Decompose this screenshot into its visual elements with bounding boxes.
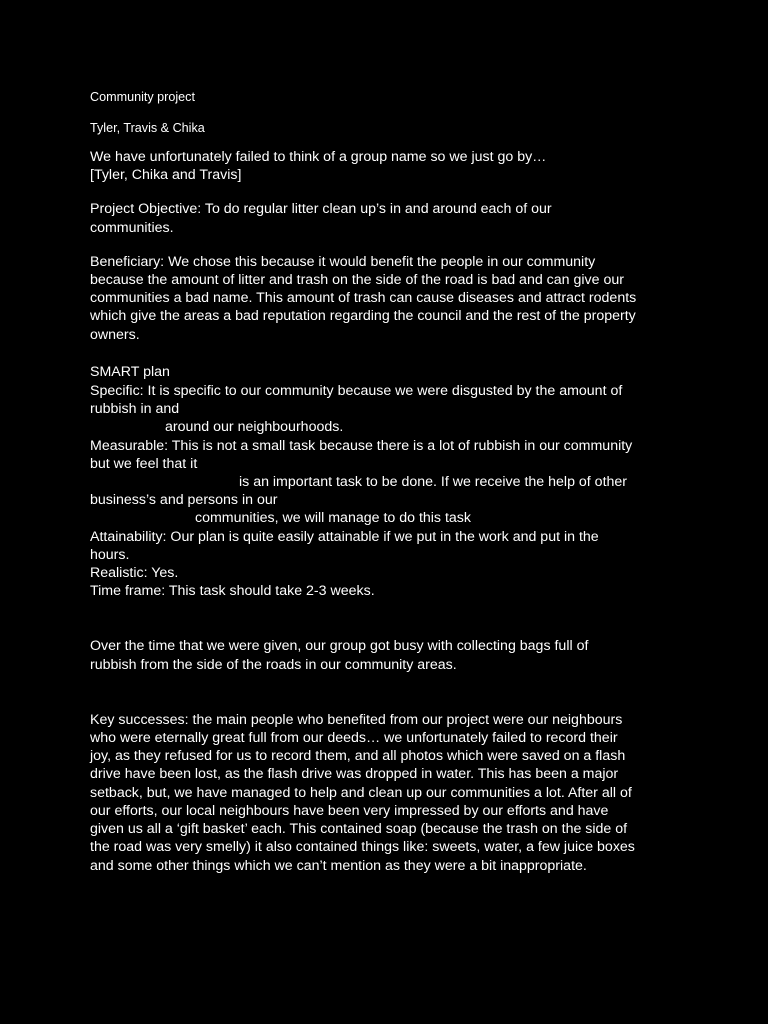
paragraph-line: owners. — [90, 326, 140, 343]
paragraph-line: and some other things which we can’t mention as they were a bit inappropriate. — [90, 857, 587, 874]
paragraph-line: given us all a ‘gift basket’ each. This contained soap (because the trash on the side of — [90, 821, 628, 838]
paragraph-line: Over the time that we were given, our group got busy with collecting bags full of — [90, 638, 589, 655]
paragraph-spacer — [90, 237, 690, 253]
smart-line: communities, we will manage to do this task — [195, 510, 471, 527]
paragraph-line: who were eternally great full from our deeds… we unfortunately failed to record their — [90, 730, 618, 747]
smart-line: around our neighbourhoods. — [165, 419, 344, 436]
paragraph-line: drive have been lost, as the flash drive was dropped in water. This has been a major — [90, 766, 619, 783]
paragraph-line: the road was very smelly) it also contained things like: sweets, water, a few juice boxes — [90, 839, 635, 856]
smart-line: hours. — [90, 546, 130, 563]
paragraph-line: which give the areas a bad reputation regarding the council and the rest of the property — [90, 308, 636, 325]
paragraph-line: We have unfortunately failed to think of a group name so we just go by… — [90, 149, 547, 165]
smart-line: but we feel that it — [90, 455, 198, 472]
paragraph-line: Key successes: the main people who benefited from our project were our neighbours — [90, 711, 623, 728]
paragraph-line: our efforts, our local neighbours have been very impressed by our efforts and have — [90, 802, 609, 819]
paragraph-line: rubbish from the side of the roads in our community areas. — [90, 656, 457, 673]
objective-paragraph — [90, 200, 690, 236]
smart-line: Specific: It is specific to our community because we were disgusted by the amount of — [90, 383, 623, 400]
document-title: Community project — [90, 90, 195, 104]
progress-paragraph — [90, 637, 690, 673]
paragraph-spacer — [90, 344, 690, 363]
paragraph-line: Beneficiary: We chose this because it would benefit the people in our community — [90, 253, 596, 270]
smart-line: Measurable: This is not a small task because there is a lot of rubbish in our community — [90, 437, 633, 454]
document-page — [90, 89, 690, 875]
paragraph-line: because the amount of litter and trash on the side of the road is bad and can give our — [90, 272, 624, 289]
smart-line: Time frame: This task should take 2-3 weeks. — [90, 583, 375, 600]
smart-line: is an important task to be done. If we receive the help of other — [239, 474, 628, 491]
beneficiary-paragraph — [90, 253, 690, 344]
paragraph-line: Project Objective: To do regular litter clean up’s in and around each of our — [90, 201, 552, 218]
group-name-paragraph — [90, 148, 690, 184]
paragraph-line: communities. — [90, 219, 174, 236]
paragraph-spacer — [90, 674, 690, 711]
smart-plan-list — [90, 382, 690, 600]
smart-plan-heading: SMART plan — [90, 363, 170, 380]
paragraph-spacer — [90, 184, 690, 200]
paragraph-line: joy, as they refused for us to record them, and all photos which were saved on a flash — [90, 748, 626, 765]
smart-line: Realistic: Yes. — [90, 565, 179, 582]
smart-line: business’s and persons in our — [90, 492, 278, 509]
paragraph-line: [Tyler, Chika and Travis] — [90, 167, 242, 184]
smart-line: rubbish in and — [90, 401, 180, 418]
paragraph-spacer — [90, 600, 690, 637]
paragraph-line: setback, but, we have managed to help and clean up our communities a lot. After all of — [90, 784, 632, 801]
key-successes-paragraph — [90, 711, 690, 875]
document-authors: Tyler, Travis & Chika — [90, 121, 205, 135]
smart-line: Attainability: Our plan is quite easily attainable if we put in the work and put in the — [90, 528, 599, 545]
paragraph-line: communities a bad name. This amount of trash can cause diseases and attract rodents — [90, 290, 637, 307]
